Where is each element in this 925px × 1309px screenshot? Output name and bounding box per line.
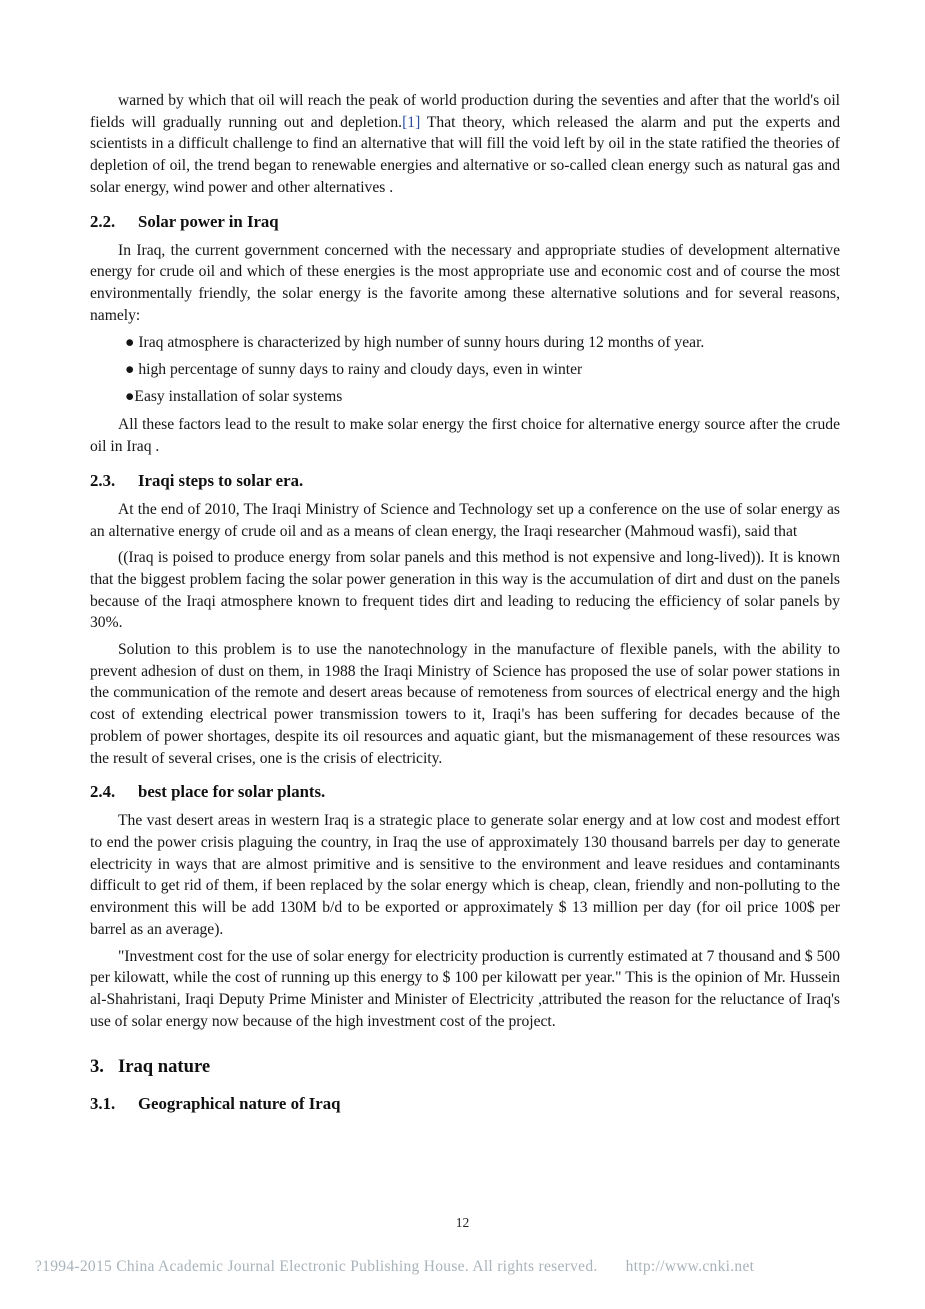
heading-3-1-title: Geographical nature of Iraq: [138, 1094, 341, 1114]
heading-2-2-number: 2.2.: [90, 211, 116, 231]
heading-2-4-title: best place for solar plants.: [138, 782, 326, 802]
heading-3: [90, 1056, 840, 1078]
paragraph-2-2-intro: In Iraq, the current government concerned with the necessary and appropriate studies of development alternative energy for crude oil and which of these energies is the most appropriate use and economic cost and of course the most environmentally friendly, the solar energy is the favorite among these alternative solutions and for several reasons, namely:: [90, 241, 840, 324]
heading-2-4-number: 2.4.: [90, 782, 116, 802]
intro-text-before-ref: warned by which that oil will reach the peak of world production during the seventies and after that the world's oil fields will gradually running out and depletion.: [90, 92, 840, 131]
bullet-item-sunny-hours: ● Iraq atmosphere is characterized by high number of sunny hours during 12 months of year.: [125, 334, 705, 352]
heading-2-3: [90, 471, 840, 491]
paragraph-2-4-b: "Investment cost for the use of solar energy for electricity production is currently estimated at 7 thousand and $ 500 per kilowatt, while the cost of running up this energy to $ 100 per kilowatt per year." This is the opinion of Mr. Hussein al-Shahristani, Iraqi Deputy Prime Minister and Minister of Electricity ,attributed the reason for the reluctance of Iraq's use of solar energy now because of the high investment cost of the project.: [90, 947, 840, 1030]
publisher-url: http://www.cnki.net: [625, 1258, 755, 1275]
copyright-text: ?1994-2015 China Academic Journal Electronic Publishing House. All rights reserved.: [35, 1258, 598, 1275]
heading-3-number: 3.: [90, 1056, 104, 1078]
heading-2-2: [90, 212, 840, 232]
page-content: [90, 90, 840, 1122]
citation-1-link[interactable]: [1]: [402, 113, 421, 131]
bullet-item-easy-installation: ●Easy installation of solar systems: [125, 387, 343, 405]
paragraph-2-3-c: Solution to this problem is to use the nanotechnology in the manufacture of flexible panels, with the ability to prevent adhesion of dust on them, in 1988 the Iraqi Ministry of Science has proposed the use of solar power stations in the communication of the remote and desert areas because of remoteness from sources of electrical energy and the high cost of extending electrical power transmission towers to it, Iraqi's has been suffering for decades because of the problem of power shortages, despite its oil resources and aquatic giant, but the mismanagement of these resources was the result of several crises, one is the crisis of electricity.: [90, 641, 840, 767]
paragraph-2-3-b: ((Iraq is poised to produce energy from solar panels and this method is not expensive and long-lived)). It is known that the biggest problem facing the solar power generation in this way is the accumulation of dirt and dust on the panels because of the Iraqi atmosphere known to frequent tides dirt and leading to reducing the efficiency of solar panels by 30%.: [90, 549, 840, 632]
intro-text-after-ref: That theory, which released the alarm and put the experts and scientists in a difficult challenge to find an alternative that will fill the void left by oil in the state ratified the theories of depletion of oil, the trend began to renewable energies and alternative or so-called clean energy such as natural gas and solar energy, wind power and other alternatives .: [90, 113, 840, 196]
bullet-item-sunny-days: ● high percentage of sunny days to rainy and cloudy days, even in winter: [125, 361, 583, 379]
heading-3-1-number: 3.1.: [90, 1094, 116, 1114]
bullet-list-solar-reasons: [125, 332, 840, 407]
copyright-footer: [35, 1258, 754, 1276]
paragraph-2-3-a: At the end of 2010, The Iraqi Ministry of Science and Technology set up a conference on the use of solar energy as an alternative energy of crude oil and as a means of clean energy, the Iraqi researcher (Mahmoud wasfi), said that: [90, 500, 840, 540]
heading-2-3-title: Iraqi steps to solar era.: [138, 470, 304, 490]
heading-3-title: Iraq nature: [118, 1056, 211, 1078]
heading-2-2-title: Solar power in Iraq: [138, 211, 279, 231]
page-number: 12: [455, 1215, 470, 1230]
heading-3-1: [90, 1094, 840, 1114]
heading-2-4: [90, 782, 840, 802]
heading-2-3-number: 2.3.: [90, 470, 116, 490]
paragraph-2-4-a: The vast desert areas in western Iraq is a strategic place to generate solar energy and at low cost and modest effort to end the power crisis plaguing the country, in Iraq the use of approximately 130 thousand barrels per day to generate electricity in ways that are almost primitive and is sensitive to the environment and leave residues and contaminants difficult to get rid of them, if been replaced by the solar energy which is cheap, clean, friendly and non-polluting to the environment this will be add 130M b/d to be exported or approximately $ 13 million per day (for oil price 100$ per barrel as an average).: [90, 812, 840, 938]
paragraph-2-2-closing: All these factors lead to the result to make solar energy the first choice for alternative energy source after the crude oil in Iraq .: [90, 416, 840, 456]
paragraph-intro: [90, 90, 840, 199]
